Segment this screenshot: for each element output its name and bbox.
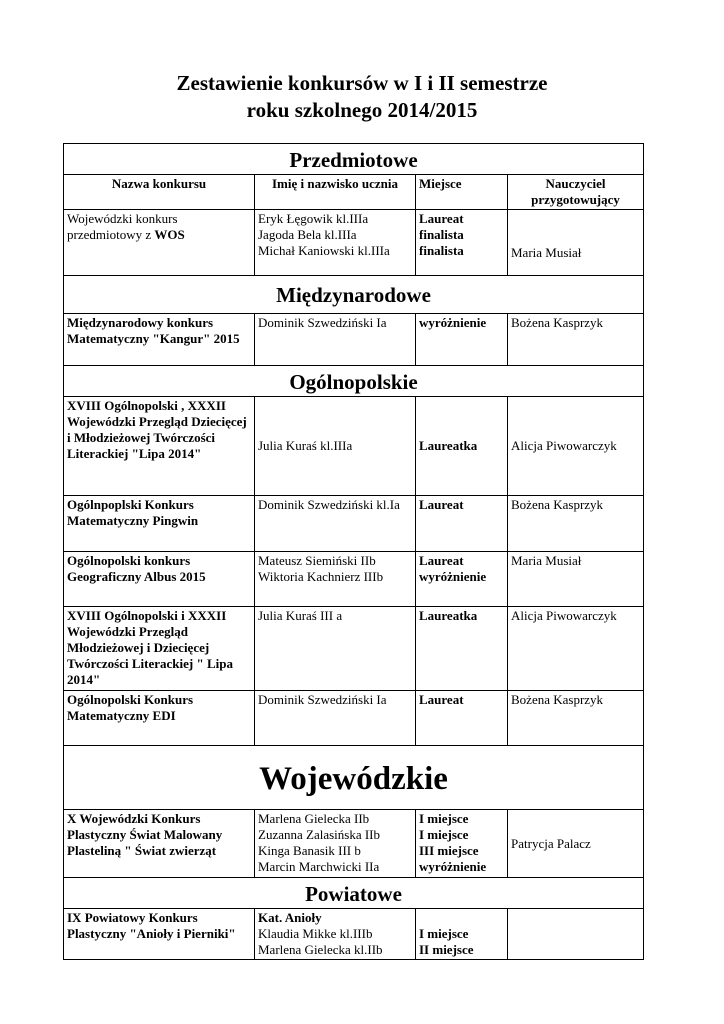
teacher-anioly <box>508 909 644 960</box>
student-kangur: Dominik Szwedziński Ia <box>255 314 416 366</box>
contest-wos <box>64 210 255 276</box>
section-miedzynarodowe: Międzynarodowe <box>64 276 644 314</box>
student-name: Michał Kaniowski kl.IIIa <box>258 243 390 258</box>
table-row-anioly <box>64 909 644 960</box>
place-edi: Laureat <box>416 691 508 746</box>
place-kangur: wyróżnienie <box>416 314 508 366</box>
table-row-pingwin <box>64 496 644 552</box>
teacher-kangur: Bożena Kasprzyk <box>508 314 644 366</box>
teacher-wos: Maria Musiał <box>508 210 644 276</box>
section-wojewodzkie: Wojewódzkie <box>64 746 644 810</box>
teacher-edi: Bożena Kasprzyk <box>508 691 644 746</box>
section-powiatowe: Powiatowe <box>64 878 644 909</box>
teacher-lipa-1: Alicja Piwowarczyk <box>508 397 644 496</box>
place: wyróżnienie <box>419 859 487 874</box>
table-row-plastelina <box>64 810 644 878</box>
table-row-lipa-2 <box>64 607 644 691</box>
section-ogolnopolskie: Ogólnopolskie <box>64 366 644 397</box>
student-name: Klaudia Mikke kl.IIIb <box>258 926 373 941</box>
section-przedmiotowe: Przedmiotowe <box>64 144 644 175</box>
place: III miejsce <box>419 843 479 858</box>
place: I miejsce <box>419 827 469 842</box>
teacher-albus: Maria Musiał <box>508 552 644 607</box>
contest-lipa-1: XVIII Ogólnopolski , XXXII Wojewódzki Przegląd Dziecięcej i Młodzieżowej Twórczości Literackiej "Lipa 2014" <box>64 397 255 496</box>
student-name: Eryk Łęgowik kl.IIIa <box>258 211 369 226</box>
student-name: Kinga Banasik III b <box>258 843 361 858</box>
contest-pingwin: Ogólnpoplski Konkurs Matematyczny Pingwin <box>64 496 255 552</box>
contest-edi: Ogólnopolski Konkurs Matematyczny EDI <box>64 691 255 746</box>
document-title <box>0 70 724 124</box>
place: Laureat <box>419 211 464 226</box>
section-row-ogolnopolskie <box>64 366 644 397</box>
contest-plastelina: X Wojewódzki Konkurs Plastyczny Świat Malowany Plasteliną " Świat zwierząt <box>64 810 255 878</box>
student-name: Mateusz Siemiński IIb <box>258 553 376 568</box>
contest-wos-text: Wojewódzki konkurs przedmiotowy z <box>67 211 178 242</box>
teacher-pingwin: Bożena Kasprzyk <box>508 496 644 552</box>
section-row-wojewodzkie <box>64 746 644 810</box>
places-plastelina <box>416 810 508 878</box>
students-plastelina <box>255 810 416 878</box>
header-row <box>64 175 644 210</box>
student-lipa-1: Julia Kuraś kl.IIIa <box>255 397 416 496</box>
place-lipa-2: Laureatka <box>416 607 508 691</box>
contest-wos-subject: WOS <box>154 227 185 242</box>
places-albus <box>416 552 508 607</box>
header-miejsce: Miejsce <box>416 175 508 210</box>
section-row-powiatowe <box>64 878 644 909</box>
student-pingwin: Dominik Szwedziński kl.Ia <box>255 496 416 552</box>
teacher-plastelina: Patrycja Palacz <box>508 810 644 878</box>
student-name: Marlena Gielecka kl.IIb <box>258 942 383 957</box>
place: II miejsce <box>419 942 474 957</box>
place-pingwin: Laureat <box>416 496 508 552</box>
header-nazwa: Nazwa konkursu <box>64 175 255 210</box>
teacher-lipa-2: Alicja Piwowarczyk <box>508 607 644 691</box>
place: Laureat <box>419 553 464 568</box>
place: I miejsce <box>419 926 469 941</box>
students-wos <box>255 210 416 276</box>
title-line-1: Zestawienie konkursów w I i II semestrze <box>176 71 548 95</box>
header-nauczyciel: Nauczyciel przygotowujący <box>508 175 644 210</box>
students-albus <box>255 552 416 607</box>
contest-lipa-2: XVIII Ogólnopolski i XXXII Wojewódzki Przegląd Młodzieżowej i Dziecięcej Twórczości Literackiej " Lipa 2014" <box>64 607 255 691</box>
student-name: Wiktoria Kachnierz IIIb <box>258 569 384 584</box>
place: wyróżnienie <box>419 569 487 584</box>
contest-anioly: IX Powiatowy Konkurs Plastyczny "Anioły i Pierniki" <box>64 909 255 960</box>
section-row-przedmiotowe <box>64 144 644 175</box>
student-edi: Dominik Szwedziński Ia <box>255 691 416 746</box>
places-anioly <box>416 909 508 960</box>
table-row-albus <box>64 552 644 607</box>
student-name: Jagoda Bela kl.IIIa <box>258 227 357 242</box>
contests-table <box>63 143 644 960</box>
title-line-2: roku szkolnego 2014/2015 <box>246 98 478 122</box>
table-row-kangur <box>64 314 644 366</box>
category-label: Kat. Anioły <box>258 910 322 925</box>
place: I miejsce <box>419 811 469 826</box>
contest-albus: Ogólnopolski konkurs Geograficzny Albus 2015 <box>64 552 255 607</box>
student-name: Zuzanna Zalasińska IIb <box>258 827 381 842</box>
place: finalista <box>419 243 464 258</box>
place-lipa-1: Laureatka <box>416 397 508 496</box>
students-anioly <box>255 909 416 960</box>
section-row-miedzynarodowe <box>64 276 644 314</box>
places-wos <box>416 210 508 276</box>
student-name: Marcin Marchwicki IIa <box>258 859 380 874</box>
table-row-wos <box>64 210 644 276</box>
student-lipa-2: Julia Kuraś III a <box>255 607 416 691</box>
table-row-lipa-1 <box>64 397 644 496</box>
contest-kangur: Międzynarodowy konkurs Matematyczny "Kangur" 2015 <box>64 314 255 366</box>
header-imie: Imię i nazwisko ucznia <box>255 175 416 210</box>
place: finalista <box>419 227 464 242</box>
table-row-edi <box>64 691 644 746</box>
student-name: Marlena Gielecka IIb <box>258 811 370 826</box>
